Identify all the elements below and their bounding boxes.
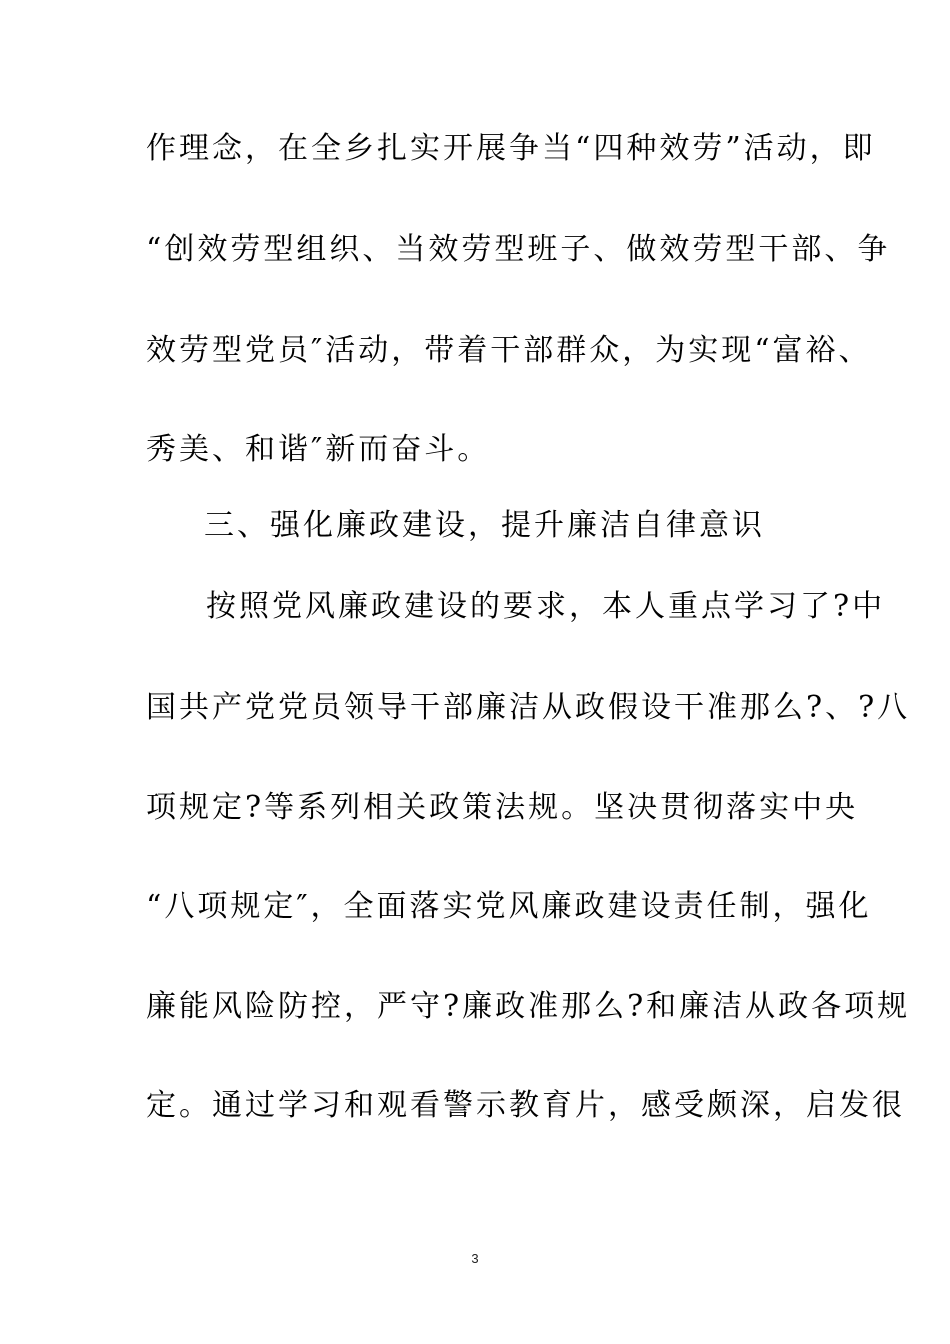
body-line-9: 廉能风险防控，严守?廉政准那么?和廉洁从政各项规 [146,989,911,1024]
body-line-6: 国共产党党员领导干部廉洁从政假设干准那么?、?八 [146,690,911,725]
body-line-8: “八项规定″，全面落实党风廉政建设责任制，强化 [146,889,872,924]
body-line-7: 项规定?等系列相关政策法规。坚决贯彻落实中央 [146,790,859,825]
body-line-2: “创效劳型组织、当效劳型班子、做效劳型干部、争 [146,232,891,267]
page-number: 3 [471,1251,479,1266]
body-line-10: 定。通过学习和观看警示教育片，感受颇深，启发很 [146,1088,905,1123]
body-line-5: 按照党风廉政建设的要求，本人重点学习了?中 [206,589,886,624]
section-heading: 三、强化廉政建设，提升廉洁自律意识 [204,508,765,543]
body-line-1: 作理念，在全乡扎实开展争当“四种效劳”活动，即 [146,131,876,166]
body-line-3: 效劳型党员″活动，带着干部群众，为实现“富裕、 [146,333,872,368]
body-line-4: 秀美、和谐″新而奋斗。 [146,432,491,467]
